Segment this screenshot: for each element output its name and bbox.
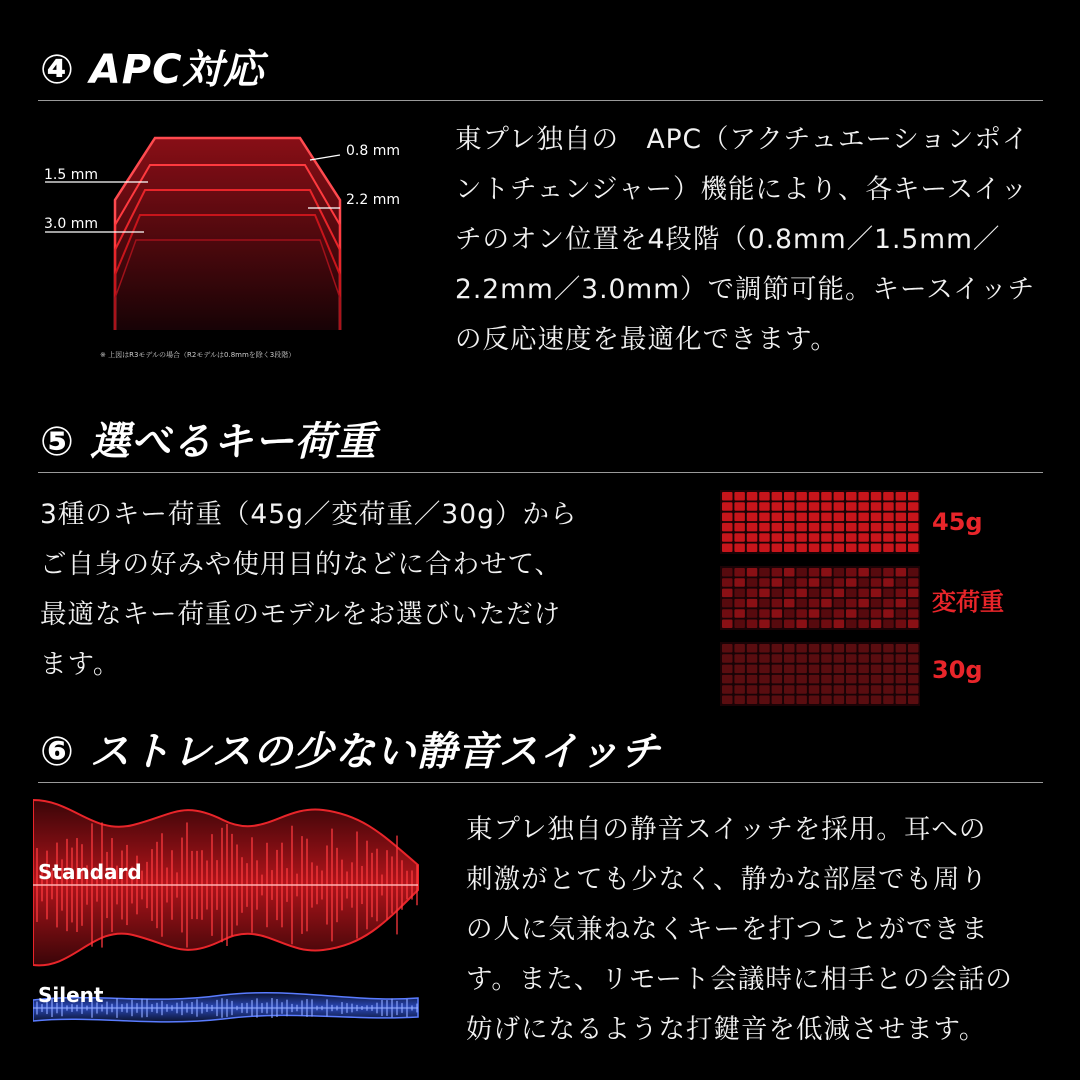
apc-label-1-5: 1.5 mm bbox=[44, 167, 98, 183]
weight-line: ます。 bbox=[40, 649, 121, 680]
silent-line: 刺激がとても少なく、静かな部屋でも周り bbox=[466, 864, 988, 895]
keyboard-label-30g: 30g bbox=[932, 656, 983, 684]
apc-label-3-0: 3.0 mm bbox=[44, 216, 98, 232]
apc-line: の反応速度を最適化できます。 bbox=[455, 324, 838, 355]
keyboard-illustrations bbox=[720, 490, 925, 710]
keyboard-label-45g: 45g bbox=[932, 508, 983, 536]
weight-line: ご自身の好みや使用目的などに合わせて、 bbox=[40, 549, 562, 580]
silent-line: 東プレ独自の静音スイッチを採用。耳への bbox=[466, 814, 987, 845]
weight-line: 3種のキー荷重（45g／変荷重／30g）から bbox=[40, 499, 578, 530]
silent-wave-label: Silent bbox=[38, 983, 104, 1007]
apc-body bbox=[455, 115, 1035, 365]
apc-heading: ④ APC対応 bbox=[40, 47, 265, 93]
standard-wave-label: Standard bbox=[38, 860, 142, 884]
apc-note: ※ 上図はR3モデルの場合（R2モデルは0.8mmを除く3段階） bbox=[100, 351, 296, 359]
silent-line: の人に気兼ねなくキーを打つことができま bbox=[466, 914, 989, 945]
silent-body bbox=[466, 805, 1013, 1055]
silent-divider bbox=[38, 782, 1043, 783]
keyboard-0 bbox=[720, 490, 920, 554]
apc-leader-0-8 bbox=[310, 155, 340, 160]
silent-line: す。また、リモート会議時に相手との会話の bbox=[466, 964, 1013, 995]
keyboard-label-variable: 変荷重 bbox=[932, 588, 1004, 616]
apc-label-2-2: 2.2 mm bbox=[346, 192, 400, 208]
keyboard-2 bbox=[720, 642, 920, 706]
apc-line: 2.2mm／3.0mm）で調節可能。キースイッチ bbox=[455, 274, 1036, 305]
silent-line: 妨げになるような打鍵音を低減させます。 bbox=[466, 1014, 987, 1045]
weight-heading: ⑤ 選べるキー荷重 bbox=[40, 419, 377, 465]
apc-divider bbox=[38, 100, 1043, 101]
weight-divider bbox=[38, 472, 1043, 473]
weight-body bbox=[40, 490, 577, 690]
apc-line: 東プレ独自の APC（アクチュエーションポイ bbox=[455, 124, 1030, 155]
apc-line: ントチェンジャー）機能により、各キースイッ bbox=[455, 174, 1029, 205]
silent-heading: ⑥ ストレスの少ない静音スイッチ bbox=[40, 729, 661, 775]
keyboard-1 bbox=[720, 566, 920, 630]
weight-line: 最適なキー荷重のモデルをお選びいただけ bbox=[40, 599, 562, 630]
apc-line: チのオン位置を4段階（0.8mm／1.5mm／ bbox=[455, 224, 1001, 255]
apc-label-0-8: 0.8 mm bbox=[346, 143, 400, 159]
